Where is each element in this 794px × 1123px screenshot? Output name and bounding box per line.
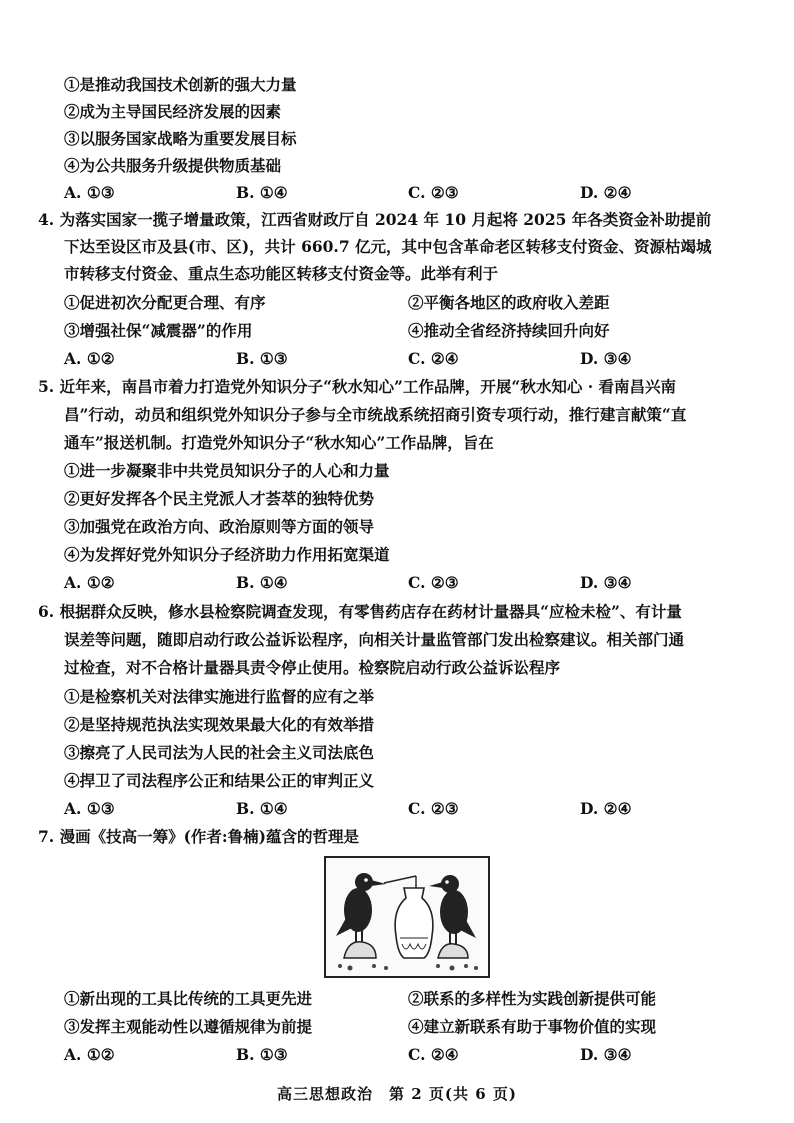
q7-answer-d: D. ③④	[580, 1045, 632, 1064]
q5-stem-line-2: 昌”行动，动员和组织党外知识分子参与全市统战系统招商引资专项行动，推行建言献策“直	[64, 405, 687, 424]
q6-option-3: ③擦亮了人民司法为人民的社会主义司法底色	[64, 743, 375, 762]
q3-option-4: ④为公共服务升级提供物质基础	[64, 156, 282, 175]
q7-stem: 7. 漫画《技高一筹》(作者:鲁楠)蕴含的哲理是	[38, 827, 359, 846]
q4-answer-b: B. ①③	[236, 349, 288, 368]
page-footer: 高三思想政治 第 2 页(共 6 页)	[277, 1085, 517, 1103]
crow-vase-illustration	[326, 858, 488, 976]
q4-stem-line-3: 市转移支付资金、重点生态功能区转移支付资金等。此举有利于	[64, 264, 499, 283]
q4-stem-line-1: 4. 为落实国家一揽子增量政策，江西省财政厅自 2024 年 10 月起将 2025 年各类资金补助提前	[38, 210, 712, 229]
q4-answer-a: A. ①②	[64, 349, 115, 368]
left-crow-icon	[336, 873, 386, 958]
q3-answer-a: A. ①③	[64, 183, 115, 202]
q5-option-2: ②更好发挥各个民主党派人才荟萃的独特优势	[64, 489, 375, 508]
q7-option-4: ④建立新联系有助于事物价值的实现	[408, 1017, 657, 1036]
q6-option-1: ①是检察机关对法律实施进行监督的应有之举	[64, 687, 375, 706]
q3-answer-b: B. ①④	[236, 183, 288, 202]
q5-answer-c: C. ②③	[408, 573, 459, 592]
q3-option-3: ③以服务国家战略为重要发展目标	[64, 129, 297, 148]
q5-answer-b: B. ①④	[236, 573, 288, 592]
q4-option-4: ④推动全省经济持续回升向好	[408, 321, 610, 340]
q6-option-2: ②是坚持规范执法实现效果最大化的有效举措	[64, 715, 375, 734]
q7-option-2: ②联系的多样性为实践创新提供可能	[408, 989, 657, 1008]
q7-answer-a: A. ①②	[64, 1045, 115, 1064]
q5-option-4: ④为发挥好党外知识分子经济助力作用拓宽渠道	[64, 545, 390, 564]
q5-stem-line-1: 5. 近年来，南昌市着力打造党外知识分子“秋水知心”工作品牌，开展“秋水知心 · 看南昌兴南	[38, 377, 677, 396]
q6-option-4: ④捍卫了司法程序公正和结果公正的审判正义	[64, 771, 375, 790]
q6-stem-line-2: 误差等问题，随即启动行政公益诉讼程序，向相关计量监管部门发出检察建议。相关部门通	[64, 630, 685, 649]
q4-answer-d: D. ③④	[580, 349, 632, 368]
q4-stem-line-2: 下达至设区市及县(市、区)，共计 660.7 亿元，其中包含革命老区转移支付资金、资源枯竭城	[64, 237, 712, 256]
q5-answer-d: D. ③④	[580, 573, 632, 592]
q6-answer-d: D. ②④	[580, 799, 632, 818]
q6-answer-b: B. ①④	[236, 799, 288, 818]
q7-answer-c: C. ②④	[408, 1045, 459, 1064]
pebbles-icon	[338, 964, 478, 971]
q4-answer-c: C. ②④	[408, 349, 459, 368]
q4-option-3: ③增强社保“减震器”的作用	[64, 321, 253, 340]
q5-stem-line-3: 通车”报送机制。打造党外知识分子“秋水知心”工作品牌，旨在	[64, 433, 494, 452]
q7-option-3: ③发挥主观能动性以遵循规律为前提	[64, 1017, 313, 1036]
q5-option-1: ①进一步凝聚非中共党员知识分子的人心和力量	[64, 461, 390, 480]
q7-option-1: ①新出现的工具比传统的工具更先进	[64, 989, 313, 1008]
q3-answer-d: D. ②④	[580, 183, 632, 202]
q6-stem-line-3: 过检查，对不合格计量器具责令停止使用。检察院启动行政公益诉讼程序	[64, 658, 561, 677]
q6-stem-line-1: 6. 根据群众反映，修水县检察院调查发现，有零售药店存在药材计量器具“应检未检”、有计量	[38, 602, 682, 621]
q3-option-2: ②成为主导国民经济发展的因素	[64, 102, 282, 121]
q3-option-1: ①是推动我国技术创新的强大力量	[64, 75, 297, 94]
right-crow-icon	[429, 875, 476, 958]
q5-option-3: ③加强党在政治方向、政治原则等方面的领导	[64, 517, 375, 536]
crow-cartoon-image	[324, 856, 490, 978]
q6-answer-a: A. ①③	[64, 799, 115, 818]
q5-answer-a: A. ①②	[64, 573, 115, 592]
q4-option-2: ②平衡各地区的政府收入差距	[408, 293, 610, 312]
q6-answer-c: C. ②③	[408, 799, 459, 818]
straw-icon	[384, 876, 416, 883]
vase-icon	[395, 888, 433, 958]
q7-answer-b: B. ①③	[236, 1045, 288, 1064]
q4-option-1: ①促进初次分配更合理、有序	[64, 293, 266, 312]
q3-answer-c: C. ②③	[408, 183, 459, 202]
